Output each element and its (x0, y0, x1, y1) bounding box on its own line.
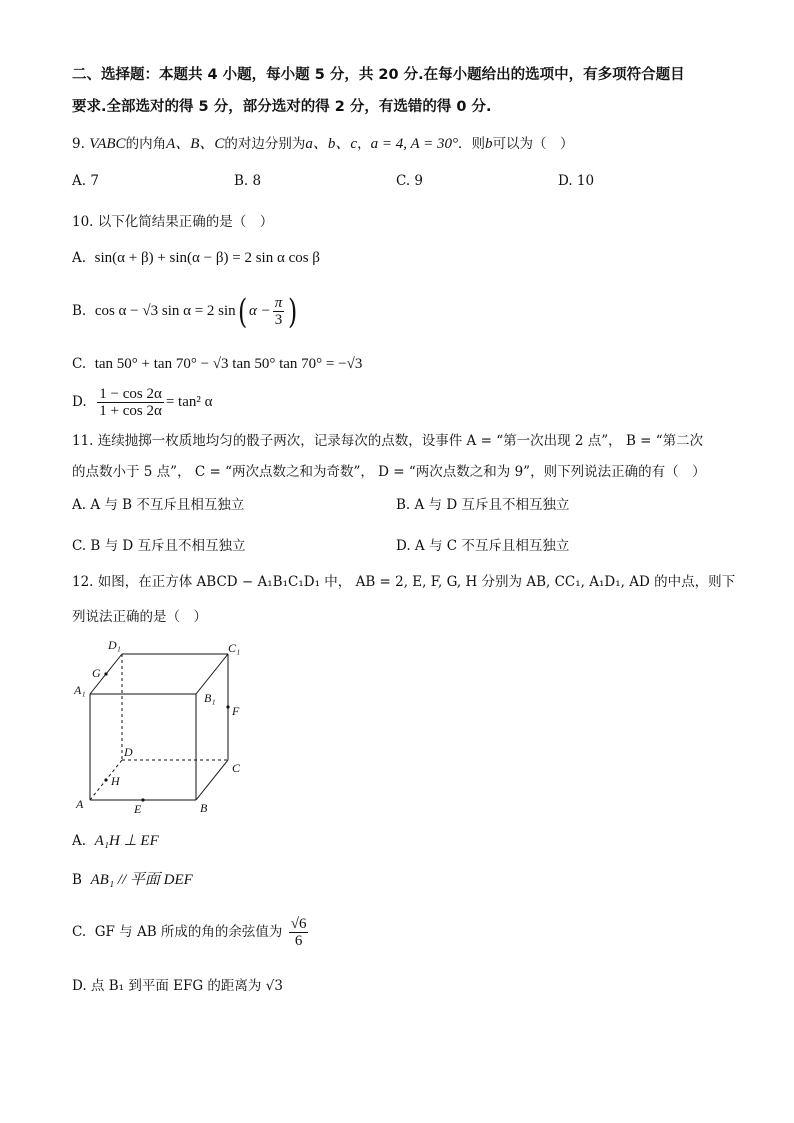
q9-text1: 的内角 (125, 136, 167, 152)
edge-c1-b1 (196, 654, 228, 694)
q11-option-a: A. A 与 B 不互斥且相互独立 (72, 497, 245, 513)
q10-option-c (72, 355, 362, 373)
q12-b-label: B (72, 872, 82, 888)
section-heading-line1: 二、选择题：本题共 4 小题，每小题 5 分，共 20 分.在每小题给出的选项中，有多项符合题目 (72, 67, 685, 83)
question-11-line2: 的点数小于 5 点”， C = “两次点数之和为奇数”， D = “两次点数之和为 9”，则下列说法正确的有（ ） (72, 464, 706, 480)
q10-a-expr: sin(α + β) + sin(α − β) = 2 sin α cos β (94, 250, 320, 266)
q10-option-a (72, 249, 320, 267)
q10-c-expr: tan 50° + tan 70° − √3 tan 50° tan 70° = −√3 (94, 356, 363, 372)
q10-a-label: A. (72, 250, 87, 266)
label-h: H (111, 774, 120, 788)
q9-angles: A、B、C (166, 136, 225, 152)
q10-b-fraction (273, 295, 285, 328)
q10-d-label: D. (72, 394, 87, 410)
point-e (141, 798, 144, 801)
q10-b-label: B. (72, 303, 87, 319)
point-h (104, 778, 107, 781)
q9-option-d: D. 10 (558, 173, 595, 189)
q10-d-fraction (97, 386, 164, 419)
label-b1: B₁ (204, 691, 216, 705)
q11-option-c: C. B 与 D 互斥且不相互独立 (72, 538, 246, 554)
section-heading-line2: 要求.全部选对的得 5 分，部分选对的得 2 分，有选错的得 0 分. (72, 99, 492, 115)
cube-figure (70, 632, 260, 822)
edge-c-b (196, 760, 228, 800)
q12-c-text: GF 与 AB 所成的角的余弦值为 (94, 924, 283, 940)
q11-option-b: B. A 与 D 互斥且不相互独立 (396, 497, 570, 513)
label-d1: D₁ (108, 638, 121, 652)
label-e: E (134, 802, 142, 816)
q11-option-d: D. A 与 C 不互斥且相互独立 (396, 538, 570, 554)
label-b: B (200, 801, 208, 815)
q10-d-den: 1 + cos 2α (99, 403, 162, 419)
q10-b-left-paren: ( (237, 291, 247, 332)
question-10-stem: 10. 以下化简结果正确的是（ ） (72, 214, 274, 230)
q10-d-num: 1 − cos 2α (99, 386, 162, 402)
q9-b: b (484, 136, 493, 152)
q12-option-c (72, 913, 310, 955)
label-c: C (232, 761, 241, 775)
q12-option-a (72, 832, 159, 850)
label-f: F (232, 704, 240, 718)
q10-option-d (72, 384, 212, 424)
q12-c-num: √6 (290, 916, 307, 932)
label-g: G (92, 666, 101, 680)
q12-c-fraction (289, 916, 309, 949)
q9-option-b: B. 8 (234, 173, 262, 189)
q9-text2: 的对边分别为 (224, 136, 306, 152)
label-c1: C₁ (228, 641, 241, 655)
label-a1: A₁ (74, 683, 86, 697)
q12-c-den: 6 (294, 933, 303, 949)
q10-c-label: C. (72, 356, 87, 372)
q12-a-expr: A₁H ⊥ EF (94, 833, 159, 849)
q9-text4: 可以为（ ） (492, 136, 574, 152)
q10-option-b (72, 290, 299, 332)
q9-condition: a = 4, A = 30° (370, 136, 458, 152)
q9-number: 9. (72, 136, 85, 152)
point-f (226, 705, 229, 708)
q9-text3: ．则 (457, 136, 485, 152)
q10-b-right-paren: ) (288, 291, 298, 332)
question-12-line2: 列说法正确的是（ ） (72, 609, 207, 625)
point-g (104, 672, 107, 675)
q10-b-pi: π (274, 295, 283, 311)
question-9-stem: 9. VABC的内角A、B、C的对边分别为a、b、c，a = 4, A = 30°．则b可以为（ ） (72, 136, 574, 152)
question-12-line1: 12. 如图，在正方体 ABCD − A₁B₁C₁D₁ 中， AB = 2, E, F, G, H 分别为 AB, CC₁, A₁D₁, AD 的中点，则下 (72, 574, 736, 590)
label-a: A (76, 797, 84, 811)
q9-option-a: A. 7 (72, 173, 99, 189)
question-11-line1: 11. 连续抛掷一枚质地均匀的骰子两次，记录每次的点数，设事件 A = “第一次出现 2 点”， B = “第二次 (72, 433, 704, 449)
q12-c-label: C. (72, 924, 87, 940)
q10-b-expr-left: cos α − √3 sin α = 2 sin (94, 303, 236, 319)
q10-b-den: 3 (274, 312, 283, 328)
q12-option-d: D. 点 B₁ 到平面 EFG 的距离为 √3 (72, 978, 283, 994)
q12-a-label: A. (72, 833, 87, 849)
q10-d-rhs: = tan² α (165, 394, 213, 410)
q9-option-c: C. 9 (396, 173, 424, 189)
q10-b-alpha: α − (248, 303, 271, 319)
q12-option-b (72, 871, 193, 889)
q12-b-expr: AB₁ // 平面 DEF (90, 872, 193, 888)
q9-triangle: VABC (89, 136, 126, 152)
q9-sides: a、b、c (305, 136, 358, 152)
label-d: D (124, 745, 133, 759)
